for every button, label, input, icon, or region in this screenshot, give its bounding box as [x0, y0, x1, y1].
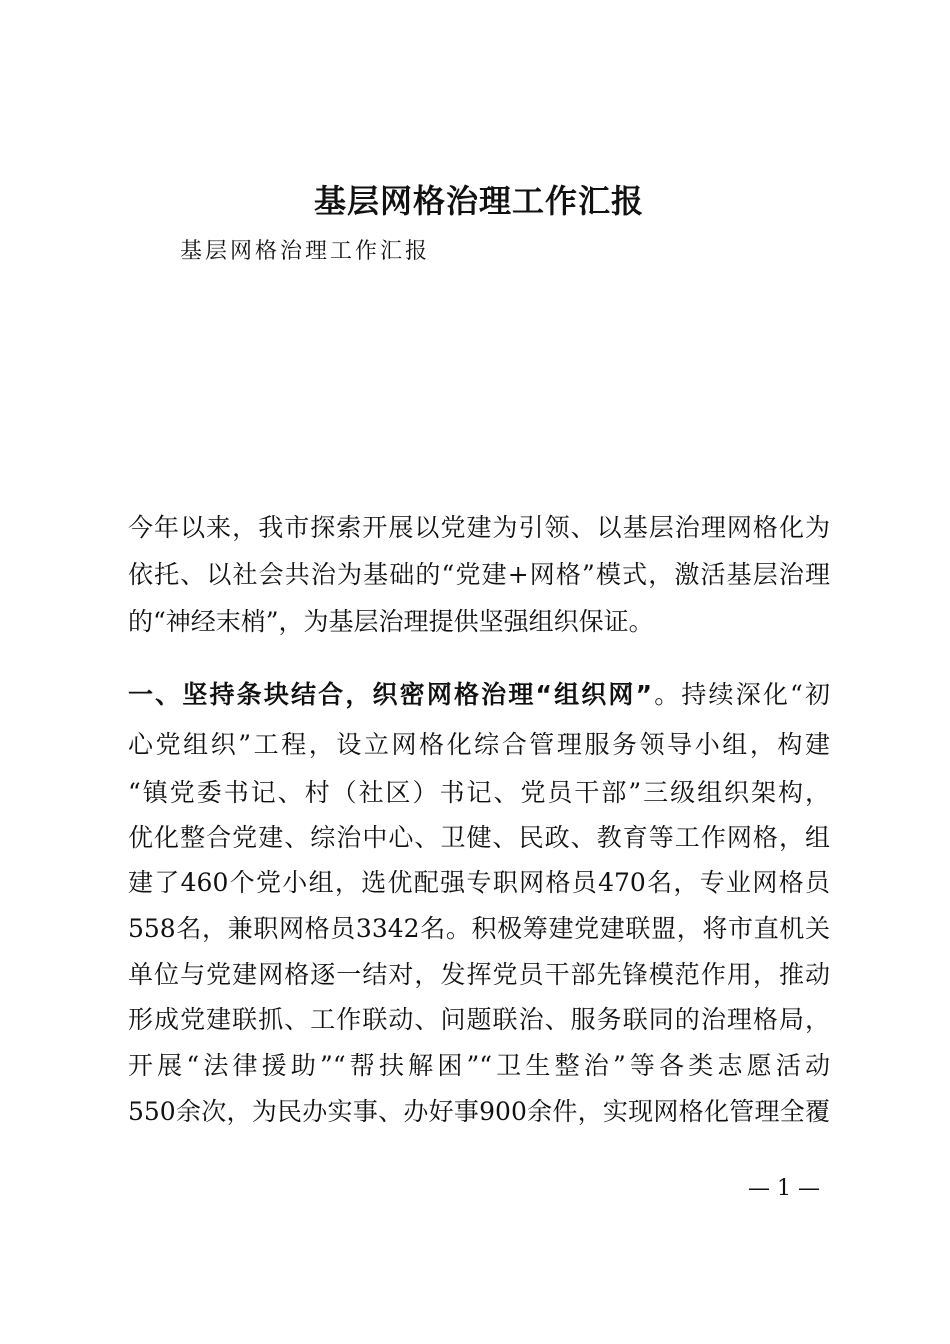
- page-number: — 1 —: [748, 1176, 820, 1201]
- section-text: 。持续深化“初: [652, 680, 830, 709]
- intro-line: 依托、以社会共治为基础的“党建+网格”模式，激活基层治理: [128, 560, 830, 589]
- section-line: “镇党委书记、村（社区）书记、党员干部”三级组织架构，: [128, 778, 830, 807]
- intro-line: 今年以来，我市探索开展以党建为引领、以基层治理网格化为: [128, 513, 830, 542]
- document-title: 基层网格治理工作汇报: [313, 182, 644, 220]
- section-line: 558名，兼职网格员3342名。积极筹建党建联盟，将市直机关: [128, 914, 830, 943]
- section-line: 单位与党建网格逐一结对，发挥党员干部先锋模范作用，推动: [128, 960, 830, 989]
- section-line: 形成党建联抓、工作联动、问题联治、服务联同的治理格局，: [128, 1005, 830, 1034]
- section-heading: 一、坚持条块结合，织密网格治理“组织网”: [128, 680, 653, 709]
- intro-line: 的“神经末梢”，为基层治理提供坚强组织保证。: [128, 607, 654, 636]
- section-line: 开展“法律援助”“帮扶解困”“卫生整治”等各类志愿活动: [128, 1051, 830, 1080]
- section-line: 建了460个党小组，选优配强专职网格员470名，专业网格员: [128, 868, 830, 897]
- section-line: 550余次，为民办实事、办好事900余件，实现网格化管理全覆: [128, 1097, 830, 1126]
- section-line: 心党组织”工程，设立网格化综合管理服务领导小组，构建: [128, 730, 830, 759]
- section-heading-line: [128, 678, 830, 712]
- section-line: 优化整合党建、综治中心、卫健、民政、教育等工作网格，组: [128, 823, 830, 852]
- document-subtitle: 基层网格治理工作汇报: [180, 239, 431, 264]
